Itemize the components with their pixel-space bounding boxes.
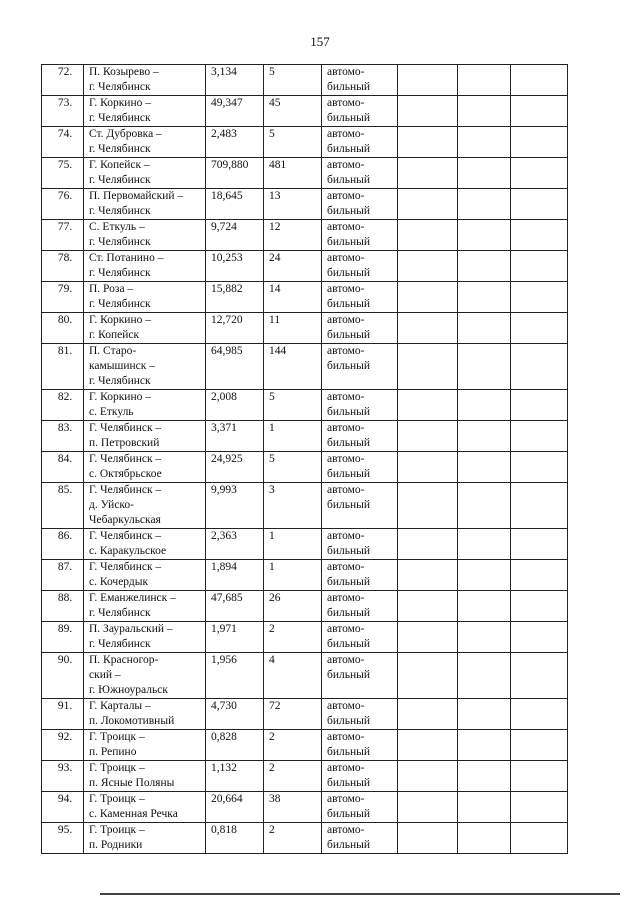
route-cell: Г. Коркино – с. Еткуль (84, 390, 206, 421)
route-cell: Г. Карталы – п. Локомотивный (84, 699, 206, 730)
empty-cell (458, 653, 511, 699)
count-cell: 3 (264, 483, 322, 529)
count-cell: 45 (264, 96, 322, 127)
table-row (42, 313, 568, 344)
empty-cell (458, 96, 511, 127)
route-cell: Ст. Потанино – г. Челябинск (84, 251, 206, 282)
table-row (42, 452, 568, 483)
route-cell: Г. Троицк – с. Каменная Речка (84, 792, 206, 823)
empty-cell (511, 529, 568, 560)
route-cell: Г. Коркино – г. Копейск (84, 313, 206, 344)
empty-cell (458, 390, 511, 421)
table-row (42, 591, 568, 622)
empty-cell (458, 189, 511, 220)
empty-cell (511, 761, 568, 792)
row-number: 74. (42, 127, 84, 158)
route-cell: П. Роза – г. Челябинск (84, 282, 206, 313)
type-cell: автомо- бильный (322, 622, 398, 653)
distance-cell: 1,132 (206, 761, 264, 792)
row-number: 94. (42, 792, 84, 823)
empty-cell (458, 483, 511, 529)
distance-cell: 24,925 (206, 452, 264, 483)
bottom-rule (100, 893, 620, 895)
type-cell: автомо- бильный (322, 220, 398, 251)
table-row (42, 189, 568, 220)
type-cell: автомо- бильный (322, 483, 398, 529)
route-cell: Г. Троицк – п. Родники (84, 823, 206, 854)
empty-cell (458, 344, 511, 390)
route-cell: Г. Копейск – г. Челябинск (84, 158, 206, 189)
empty-cell (511, 591, 568, 622)
type-cell: автомо- бильный (322, 529, 398, 560)
count-cell: 12 (264, 220, 322, 251)
row-number: 81. (42, 344, 84, 390)
count-cell: 1 (264, 421, 322, 452)
row-number: 84. (42, 452, 84, 483)
distance-cell: 2,483 (206, 127, 264, 158)
type-cell: автомо- бильный (322, 96, 398, 127)
empty-cell (511, 622, 568, 653)
distance-cell: 3,134 (206, 65, 264, 96)
distance-cell: 1,956 (206, 653, 264, 699)
empty-cell (511, 823, 568, 854)
table-row (42, 96, 568, 127)
count-cell: 481 (264, 158, 322, 189)
distance-cell: 4,730 (206, 699, 264, 730)
distance-cell: 2,008 (206, 390, 264, 421)
empty-cell (398, 529, 458, 560)
empty-cell (511, 560, 568, 591)
table-row (42, 792, 568, 823)
empty-cell (398, 591, 458, 622)
type-cell: автомо- бильный (322, 158, 398, 189)
table-row (42, 483, 568, 529)
row-number: 85. (42, 483, 84, 529)
type-cell: автомо- бильный (322, 591, 398, 622)
empty-cell (398, 792, 458, 823)
route-cell: Г. Троицк – п. Репино (84, 730, 206, 761)
route-cell: Г. Челябинск – п. Петровский (84, 421, 206, 452)
distance-cell: 9,993 (206, 483, 264, 529)
table-row (42, 65, 568, 96)
distance-cell: 9,724 (206, 220, 264, 251)
count-cell: 5 (264, 65, 322, 96)
row-number: 79. (42, 282, 84, 313)
distance-cell: 47,685 (206, 591, 264, 622)
row-number: 87. (42, 560, 84, 591)
route-cell: Г. Еманжелинск – г. Челябинск (84, 591, 206, 622)
distance-cell: 0,818 (206, 823, 264, 854)
type-cell: автомо- бильный (322, 189, 398, 220)
route-cell: Г. Челябинск – с. Кочердык (84, 560, 206, 591)
distance-cell: 49,347 (206, 96, 264, 127)
empty-cell (511, 792, 568, 823)
count-cell: 2 (264, 761, 322, 792)
empty-cell (458, 792, 511, 823)
distance-cell: 1,971 (206, 622, 264, 653)
empty-cell (398, 452, 458, 483)
empty-cell (398, 127, 458, 158)
row-number: 88. (42, 591, 84, 622)
empty-cell (398, 560, 458, 591)
distance-cell: 20,664 (206, 792, 264, 823)
route-cell: П. Красногор- ский – г. Южноуральск (84, 653, 206, 699)
empty-cell (398, 390, 458, 421)
page-number: 157 (310, 34, 330, 49)
empty-cell (398, 622, 458, 653)
route-cell: Г. Челябинск – с. Каракульское (84, 529, 206, 560)
table-row (42, 823, 568, 854)
count-cell: 11 (264, 313, 322, 344)
distance-cell: 1,894 (206, 560, 264, 591)
distance-cell: 15,882 (206, 282, 264, 313)
empty-cell (511, 653, 568, 699)
empty-cell (398, 313, 458, 344)
type-cell: автомо- бильный (322, 730, 398, 761)
empty-cell (398, 96, 458, 127)
empty-cell (458, 421, 511, 452)
route-cell: Ст. Дубровка – г. Челябинск (84, 127, 206, 158)
table-row (42, 699, 568, 730)
type-cell: автомо- бильный (322, 699, 398, 730)
distance-cell: 709,880 (206, 158, 264, 189)
table-row (42, 622, 568, 653)
row-number: 80. (42, 313, 84, 344)
distance-cell: 3,371 (206, 421, 264, 452)
empty-cell (458, 823, 511, 854)
table-row (42, 251, 568, 282)
count-cell: 24 (264, 251, 322, 282)
empty-cell (458, 158, 511, 189)
distance-cell: 64,985 (206, 344, 264, 390)
row-number: 72. (42, 65, 84, 96)
route-cell: П. Зауральский – г. Челябинск (84, 622, 206, 653)
distance-cell: 0,828 (206, 730, 264, 761)
route-cell: Г. Троицк – п. Ясные Поляны (84, 761, 206, 792)
table-body (42, 65, 568, 854)
empty-cell (398, 344, 458, 390)
empty-cell (398, 220, 458, 251)
row-number: 77. (42, 220, 84, 251)
distance-cell: 10,253 (206, 251, 264, 282)
empty-cell (458, 529, 511, 560)
row-number: 73. (42, 96, 84, 127)
count-cell: 4 (264, 653, 322, 699)
routes-table (41, 64, 568, 854)
row-number: 75. (42, 158, 84, 189)
empty-cell (511, 483, 568, 529)
empty-cell (398, 730, 458, 761)
row-number: 90. (42, 653, 84, 699)
count-cell: 5 (264, 452, 322, 483)
table-row (42, 158, 568, 189)
empty-cell (511, 220, 568, 251)
route-cell: Г. Челябинск – с. Октябрьское (84, 452, 206, 483)
empty-cell (458, 313, 511, 344)
table-row (42, 421, 568, 452)
type-cell: автомо- бильный (322, 560, 398, 591)
empty-cell (458, 622, 511, 653)
route-cell: П. Первомайский – г. Челябинск (84, 189, 206, 220)
table-row (42, 653, 568, 699)
row-number: 91. (42, 699, 84, 730)
empty-cell (511, 390, 568, 421)
distance-cell: 18,645 (206, 189, 264, 220)
route-cell: П. Козырево – г. Челябинск (84, 65, 206, 96)
empty-cell (458, 65, 511, 96)
empty-cell (511, 127, 568, 158)
empty-cell (458, 560, 511, 591)
type-cell: автомо- бильный (322, 313, 398, 344)
empty-cell (398, 653, 458, 699)
table-row (42, 282, 568, 313)
distance-cell: 12,720 (206, 313, 264, 344)
row-number: 83. (42, 421, 84, 452)
empty-cell (511, 452, 568, 483)
type-cell: автомо- бильный (322, 823, 398, 854)
type-cell: автомо- бильный (322, 653, 398, 699)
row-number: 78. (42, 251, 84, 282)
empty-cell (458, 591, 511, 622)
count-cell: 14 (264, 282, 322, 313)
count-cell: 144 (264, 344, 322, 390)
row-number: 76. (42, 189, 84, 220)
route-cell: П. Старо- камышинск – г. Челябинск (84, 344, 206, 390)
empty-cell (458, 220, 511, 251)
count-cell: 13 (264, 189, 322, 220)
count-cell: 1 (264, 560, 322, 591)
empty-cell (398, 189, 458, 220)
table-row (42, 560, 568, 591)
table-row (42, 529, 568, 560)
type-cell: автомо- бильный (322, 127, 398, 158)
count-cell: 2 (264, 730, 322, 761)
type-cell: автомо- бильный (322, 65, 398, 96)
empty-cell (398, 823, 458, 854)
empty-cell (511, 313, 568, 344)
distance-cell: 2,363 (206, 529, 264, 560)
type-cell: автомо- бильный (322, 421, 398, 452)
empty-cell (398, 282, 458, 313)
route-cell: С. Еткуль – г. Челябинск (84, 220, 206, 251)
type-cell: автомо- бильный (322, 251, 398, 282)
empty-cell (398, 483, 458, 529)
empty-cell (511, 699, 568, 730)
table-row (42, 344, 568, 390)
empty-cell (398, 65, 458, 96)
empty-cell (398, 421, 458, 452)
table-row (42, 761, 568, 792)
empty-cell (511, 730, 568, 761)
empty-cell (511, 421, 568, 452)
type-cell: автомо- бильный (322, 282, 398, 313)
empty-cell (511, 251, 568, 282)
empty-cell (511, 158, 568, 189)
empty-cell (511, 344, 568, 390)
type-cell: автомо- бильный (322, 390, 398, 421)
table-row (42, 730, 568, 761)
empty-cell (458, 127, 511, 158)
count-cell: 5 (264, 127, 322, 158)
count-cell: 26 (264, 591, 322, 622)
count-cell: 5 (264, 390, 322, 421)
type-cell: автомо- бильный (322, 792, 398, 823)
empty-cell (458, 282, 511, 313)
empty-cell (458, 761, 511, 792)
empty-cell (398, 761, 458, 792)
row-number: 92. (42, 730, 84, 761)
row-number: 95. (42, 823, 84, 854)
row-number: 82. (42, 390, 84, 421)
empty-cell (398, 158, 458, 189)
empty-cell (511, 96, 568, 127)
empty-cell (398, 251, 458, 282)
type-cell: автомо- бильный (322, 452, 398, 483)
table-row (42, 127, 568, 158)
row-number: 89. (42, 622, 84, 653)
type-cell: автомо- бильный (322, 344, 398, 390)
empty-cell (511, 282, 568, 313)
table-row (42, 390, 568, 421)
count-cell: 2 (264, 622, 322, 653)
count-cell: 1 (264, 529, 322, 560)
table-row (42, 220, 568, 251)
empty-cell (458, 730, 511, 761)
empty-cell (511, 65, 568, 96)
row-number: 93. (42, 761, 84, 792)
empty-cell (458, 452, 511, 483)
route-cell: Г. Коркино – г. Челябинск (84, 96, 206, 127)
empty-cell (511, 189, 568, 220)
count-cell: 72 (264, 699, 322, 730)
row-number: 86. (42, 529, 84, 560)
count-cell: 2 (264, 823, 322, 854)
count-cell: 38 (264, 792, 322, 823)
route-cell: Г. Челябинск – д. Уйско- Чебаркульская (84, 483, 206, 529)
empty-cell (458, 251, 511, 282)
empty-cell (458, 699, 511, 730)
type-cell: автомо- бильный (322, 761, 398, 792)
empty-cell (398, 699, 458, 730)
